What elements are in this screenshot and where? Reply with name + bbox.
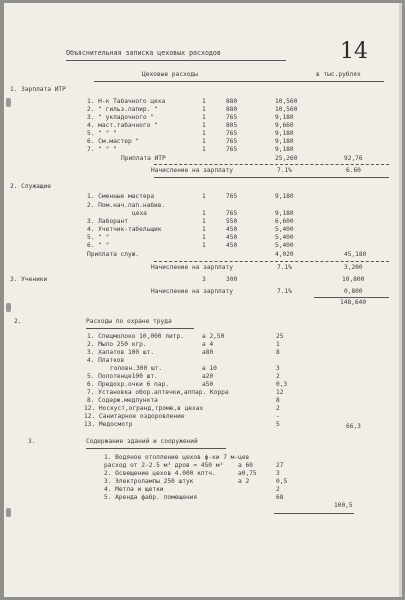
row-qty: а 2,50 [202, 333, 225, 340]
part-total: 100,5 [334, 502, 353, 509]
row-name: 12. Санитарное оздоровление [84, 413, 185, 420]
row-name: 13. Медосмотр [84, 421, 133, 428]
header-rule [94, 81, 384, 82]
row-name: 1. Спецмолоко 10,000 литр. [87, 333, 184, 340]
row-name: 7. " " " [87, 146, 117, 153]
row-name: 2. Освещение цехов 4.000 кптч. [104, 470, 216, 477]
header-units: в тыс.рублях [316, 71, 361, 78]
row-qty: 1 [202, 146, 206, 153]
row-val: 12 [276, 389, 284, 396]
row-name: 3. Электролампы 250 штук [104, 478, 194, 485]
part-number: 2. [14, 318, 22, 325]
heading-underline [86, 328, 194, 329]
row-qty: а 60 [238, 462, 253, 469]
row-sum: 9,180 [275, 193, 294, 200]
row-qty: а80 [202, 349, 214, 356]
rule [154, 164, 389, 165]
row-name: 7. Установка обор.аптечки,аппар. Корра [87, 389, 229, 396]
part-heading: Расходы по охране труда [86, 318, 172, 325]
document-page [4, 3, 402, 597]
row-rate: 550 [226, 218, 238, 225]
accrual-total: 3,200 [344, 264, 363, 271]
row-rate: 450 [226, 242, 238, 249]
row-qty: а0,75 [238, 470, 257, 477]
row-name: 4. Платков [87, 357, 125, 364]
row-val: 3 [276, 470, 280, 477]
section-heading: 2. Служащие [10, 183, 51, 190]
row-rate: 450 [226, 226, 238, 233]
header-cost-type: Цеховые расходы [142, 71, 198, 78]
handwritten-page-number: 14 [340, 39, 368, 64]
row-name: 2. Мыло 250 кгр. [87, 341, 147, 348]
row-name: 3. Лаборант [87, 218, 128, 225]
part-total: 66,3 [346, 423, 361, 430]
part-heading: Содержание зданий и сооружений [86, 438, 198, 445]
row-rate: 450 [226, 234, 238, 241]
row-sum: 6,600 [275, 218, 294, 225]
row-name: 1. Н-к Табачного цеха [87, 98, 166, 105]
subtotal-label: Приплата служ. [87, 251, 140, 258]
row-qty: 1 [202, 130, 206, 137]
page-edge [399, 3, 402, 597]
row-val: - [276, 413, 280, 420]
row-val: 2 [276, 405, 280, 412]
row-name: головн.300 шт. [110, 365, 163, 372]
row-sum: 5,400 [275, 234, 294, 241]
row-val: 1 [276, 341, 280, 348]
row-name: цеха [132, 210, 147, 217]
subtotal-total: 92,76 [344, 155, 363, 162]
accrual-total: 0,800 [344, 288, 363, 295]
row-val: 25 [276, 333, 284, 340]
row-name: 2. " гильз.папир. " [87, 106, 158, 113]
row-name: 5. Аренда фабр. помещения [104, 494, 198, 501]
subtotal-label: Приплата ИТР [121, 155, 166, 162]
document-title: Объяснительная записка цеховых расходов [66, 49, 221, 57]
accrual-label: Начисление на зарплату [151, 167, 233, 174]
part-number: 3. [28, 438, 36, 445]
row-val: 8 [276, 397, 280, 404]
row-val: 8 [276, 349, 280, 356]
row-sum: 10,560 [275, 106, 298, 113]
row-qty: 1 [202, 106, 206, 113]
row-name: 1. Сменные мастера [87, 193, 155, 200]
row-val: 27 [276, 462, 284, 469]
row-name: 1. Водяное отопление цехов ф-ки 7 м-цев [104, 454, 250, 461]
subtotal-sum: 4,020 [275, 251, 294, 258]
row-qty: а 2 [238, 478, 250, 485]
row-name: 4. маст.табачного " [87, 122, 158, 129]
subtotal-total: 45,180 [344, 251, 367, 258]
row-name: 5. " " [87, 234, 110, 241]
row-qty: а50 [202, 381, 214, 388]
accrual-pct: 7.1% [277, 288, 292, 295]
row-val: 2 [276, 373, 280, 380]
accrual-label: Начисление на зарплату [151, 264, 233, 271]
row-qty: 1 [202, 210, 206, 217]
row-name: 4. Учетчик-табельщик [87, 226, 162, 233]
accrual-pct: 7.1% [277, 167, 292, 174]
row-name: 3. Халатов 100 шт. [87, 349, 155, 356]
row-name: 12. Носкуст,огранд,троме,в цехах [84, 405, 204, 412]
row-sum: 5,400 [275, 226, 294, 233]
heading-underline [86, 448, 226, 449]
row-sum: 9,180 [275, 146, 294, 153]
section-heading: 1. Зарплата ИТР [10, 86, 66, 93]
row-rate: 765 [226, 138, 238, 145]
row-name: 6. " " [87, 242, 110, 249]
rule [274, 513, 354, 514]
row-rate: 765 [226, 210, 238, 217]
students-rate: 300 [226, 276, 238, 283]
row-qty: 1 [202, 242, 206, 249]
row-rate: 765 [226, 146, 238, 153]
row-rate: 880 [226, 98, 238, 105]
row-qty: а 10 [202, 365, 217, 372]
row-qty: а20 [202, 373, 214, 380]
rule [314, 297, 389, 298]
rule [154, 177, 389, 178]
students-qty: 3 [202, 276, 206, 283]
row-qty: 1 [202, 193, 206, 200]
row-val: 5 [276, 421, 280, 428]
row-qty: 1 [202, 226, 206, 233]
binding-hole [6, 98, 11, 107]
accrual-pct: 7.1% [277, 264, 292, 271]
row-name: 4. Метла и щетки [104, 486, 164, 493]
row-rate: 880 [226, 106, 238, 113]
row-rate: 765 [226, 193, 238, 200]
students-total: 10,800 [342, 276, 365, 283]
row-val: 0,5 [276, 478, 288, 485]
row-name: 6. Предохр.очки 6 пар. [87, 381, 169, 388]
binding-hole [6, 303, 11, 312]
accrual-label: Начисление на зарплату [151, 288, 233, 295]
subtotal-sum: 25,260 [275, 155, 298, 162]
row-sum: 9,180 [275, 130, 294, 137]
row-name: 8. Содерж.медпункта [87, 397, 158, 404]
row-name: 3. " укладочного " [87, 114, 155, 121]
row-qty: а 4 [202, 341, 214, 348]
row-sum: 9,180 [275, 114, 294, 121]
row-qty: 1 [202, 122, 206, 129]
row-val: 0,3 [276, 381, 288, 388]
row-name: 5. Полотенце100 шт. [87, 373, 158, 380]
row-qty: 1 [202, 138, 206, 145]
row-sum: 10,560 [275, 98, 298, 105]
row-rate: 765 [226, 130, 238, 137]
row-sum: 9,660 [275, 122, 294, 129]
row-qty: 1 [202, 234, 206, 241]
row-qty: 1 [202, 98, 206, 105]
row-name: расход от 2-2.5 м³ дров = 450 м³ [104, 462, 224, 469]
row-val: 2 [276, 486, 280, 493]
rule [154, 261, 389, 262]
row-val: 3 [276, 365, 280, 372]
row-qty: 1 [202, 218, 206, 225]
row-rate: 765 [226, 114, 238, 121]
title-underline [66, 60, 286, 61]
row-sum: 5,400 [275, 242, 294, 249]
row-qty: 1 [202, 114, 206, 121]
row-val: 68 [276, 494, 284, 501]
grand-total: 148,640 [340, 299, 367, 306]
row-rate: 805 [226, 122, 238, 129]
row-name: 2. Пом.нач.пап.набив. [87, 202, 166, 209]
row-sum: 9,180 [275, 210, 294, 217]
binding-hole [6, 508, 11, 517]
section-heading: 3. Ученики [10, 276, 48, 283]
row-sum: 9,180 [275, 138, 294, 145]
row-name: 5. " " " [87, 130, 117, 137]
accrual-total: 6.60 [346, 167, 361, 174]
row-name: 6. См.мастер " [87, 138, 140, 145]
